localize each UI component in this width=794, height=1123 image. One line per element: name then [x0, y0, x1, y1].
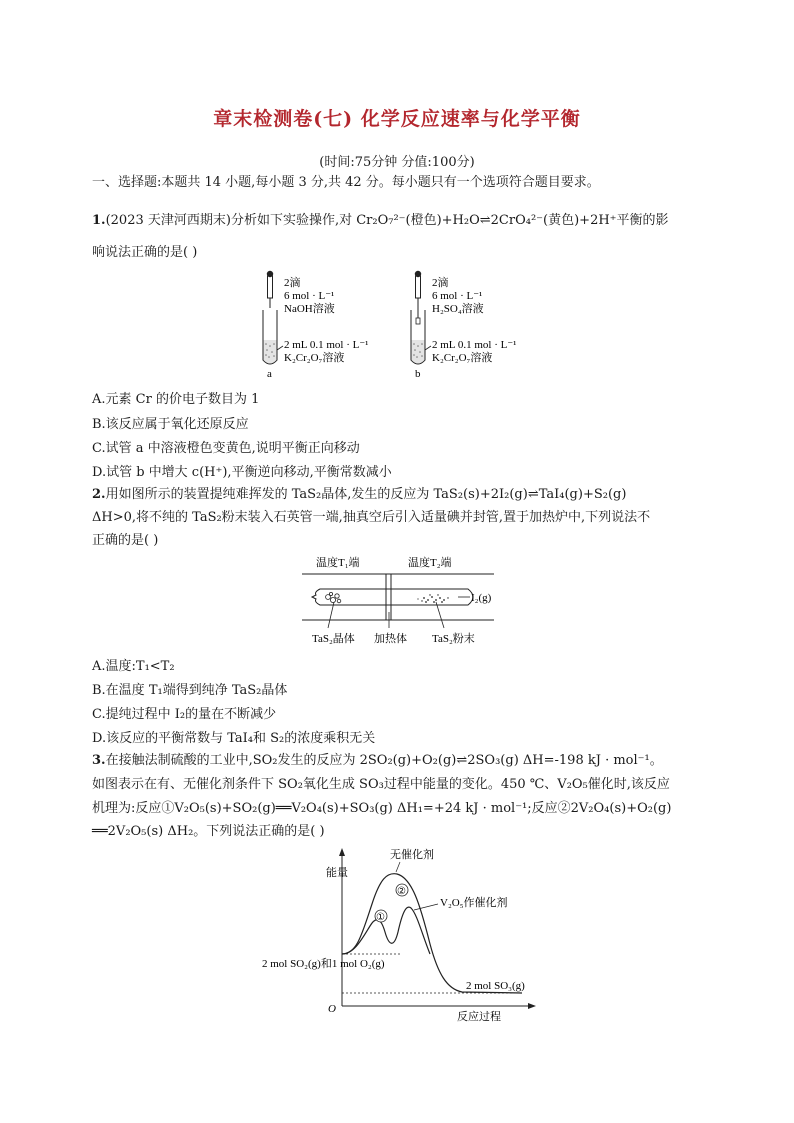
y-axis-label-top: 能量	[326, 867, 348, 879]
q2-option-d: D.该反应的平衡常数与 TaI₄和 S₂的浓度乘积无关	[92, 731, 376, 746]
q1-option-a: A.元素 Cr 的价电子数目为 1	[92, 392, 260, 407]
dropper-a	[267, 271, 273, 308]
tube-a-solution-line-2: K₂Cr₂O₇溶液	[284, 352, 345, 364]
no-catalyst-label: 无催化剂	[390, 849, 434, 861]
question-3-stem	[92, 752, 663, 770]
question-1-stem-cont: 响说法正确的是( )	[92, 245, 198, 260]
quartz-tube-figure	[298, 552, 498, 648]
question-text: 在接触法制硫酸的工业中,SO₂发生的反应为 2SO₂(g)+O₂(g)⇌2SO₃(g) ΔH=-198 kJ · mol⁻¹。	[105, 753, 663, 768]
q2-option-c: C.提纯过程中 I₂的量在不断减少	[92, 707, 277, 722]
heater-label: 加热体	[374, 633, 407, 645]
products-label: 2 mol SO₃(g)	[466, 980, 525, 992]
t1-label: 温度T₁端	[316, 557, 360, 569]
dropper-b	[415, 271, 421, 318]
tas2-powder	[417, 594, 448, 603]
catalyst-label: V₂O₅作催化剂	[440, 897, 508, 909]
tube-b-solution-line-2: K₂Cr₂O₇溶液	[432, 352, 493, 364]
q2-option-b: B.在温度 T₁端得到纯净 TaS₂晶体	[92, 683, 288, 698]
question-3-stem-cont-2: 机理为:反应①V₂O₅(s)+SO₂(g)══V₂O₄(s)+SO₃(g) ΔH₁=+24 kJ · mol⁻¹;反应②2V₂O₄(s)+O₂(g)	[92, 801, 672, 816]
tube-a-drop-line-2: 6 mol · L⁻¹	[284, 290, 335, 302]
no-catalyst-curve	[342, 874, 522, 993]
reactants-label: 2 mol SO₂(g)和1 mol O₂(g)	[262, 958, 385, 970]
question-number: 3.	[92, 753, 106, 768]
question-text: (2023 天津河西期末)分析如下实验操作,对 Cr₂O₇²⁻(橙色)+H₂O⇌2CrO₄²⁻(黄色)+2H⁺平衡的影	[105, 213, 669, 228]
page-title: 章末检测卷(七) 化学反应速率与化学平衡	[213, 108, 581, 130]
question-number: 1.	[92, 213, 106, 228]
q1-option-c: C.试管 a 中溶液橙色变黄色,说明平衡正向移动	[92, 441, 360, 456]
section-heading: 一、选择题:本题共 14 小题,每小题 3 分,共 42 分。每小题只有一个选项符合题目要求。	[92, 175, 600, 190]
question-3-stem-cont-3: ══2V₂O₅(s) ΔH₂。下列说法正确的是( )	[92, 824, 325, 839]
tas2-crystal	[326, 592, 341, 602]
crystal-label: TaS₂晶体	[312, 633, 355, 645]
i2-label: I₂(g)	[471, 592, 492, 604]
energy-diagram	[262, 844, 552, 1024]
q1-option-d: D.试管 b 中增大 c(H⁺),平衡逆向移动,平衡常数减小	[92, 465, 392, 480]
question-1-stem	[92, 212, 669, 230]
tube-b-drop-line-1: 2滴	[432, 277, 449, 289]
question-2-stem-cont-2: 正确的是( )	[92, 533, 159, 548]
q1-option-b: B.该反应属于氧化还原反应	[92, 417, 249, 432]
tube-b-solution-line-1: 2 mL 0.1 mol · L⁻¹	[432, 339, 517, 351]
powder-label: TaS₂粉末	[432, 633, 475, 645]
t2-label: 温度T₂端	[408, 557, 452, 569]
step-2-marker: ②	[397, 886, 406, 897]
x-axis-label: 反应过程	[457, 1011, 501, 1023]
tube-a-label: a	[267, 368, 272, 380]
question-3-stem-cont-1: 如图表示在有、无催化剂条件下 SO₂氧化生成 SO₃过程中能量的变化。450 ℃、V₂O₅催化时,该反应	[92, 777, 670, 792]
tube-b-drop-line-3: H₂SO₄溶液	[432, 303, 484, 315]
tube-a-solution-line-1: 2 mL 0.1 mol · L⁻¹	[284, 339, 369, 351]
tube-a-drop-line-1: 2滴	[284, 277, 301, 289]
question-2-stem	[92, 486, 626, 504]
tube-a-drop-line-3: NaOH溶液	[284, 303, 335, 315]
q2-option-a: A.温度:T₁<T₂	[92, 659, 175, 674]
origin-label: O	[328, 1003, 336, 1015]
test-tube-figure	[255, 268, 545, 383]
tube-b-drop-line-2: 6 mol · L⁻¹	[432, 290, 483, 302]
test-tube-a	[263, 310, 277, 364]
test-tube-b	[411, 310, 425, 364]
exam-info: (时间:75分钟 分值:100分)	[319, 155, 475, 170]
question-2-stem-cont-1: ΔH>0,将不纯的 TaS₂粉末装入石英管一端,抽真空后引入适量碘并封管,置于加热炉中,下列说法不	[92, 510, 651, 525]
question-text: 用如图所示的装置提纯难挥发的 TaS₂晶体,发生的反应为 TaS₂(s)+2I₂(g)⇌TaI₄(g)+S₂(g)	[105, 487, 627, 502]
step-1-marker: ①	[376, 912, 385, 923]
tube-b-label: b	[415, 368, 421, 380]
question-number: 2.	[92, 487, 106, 502]
